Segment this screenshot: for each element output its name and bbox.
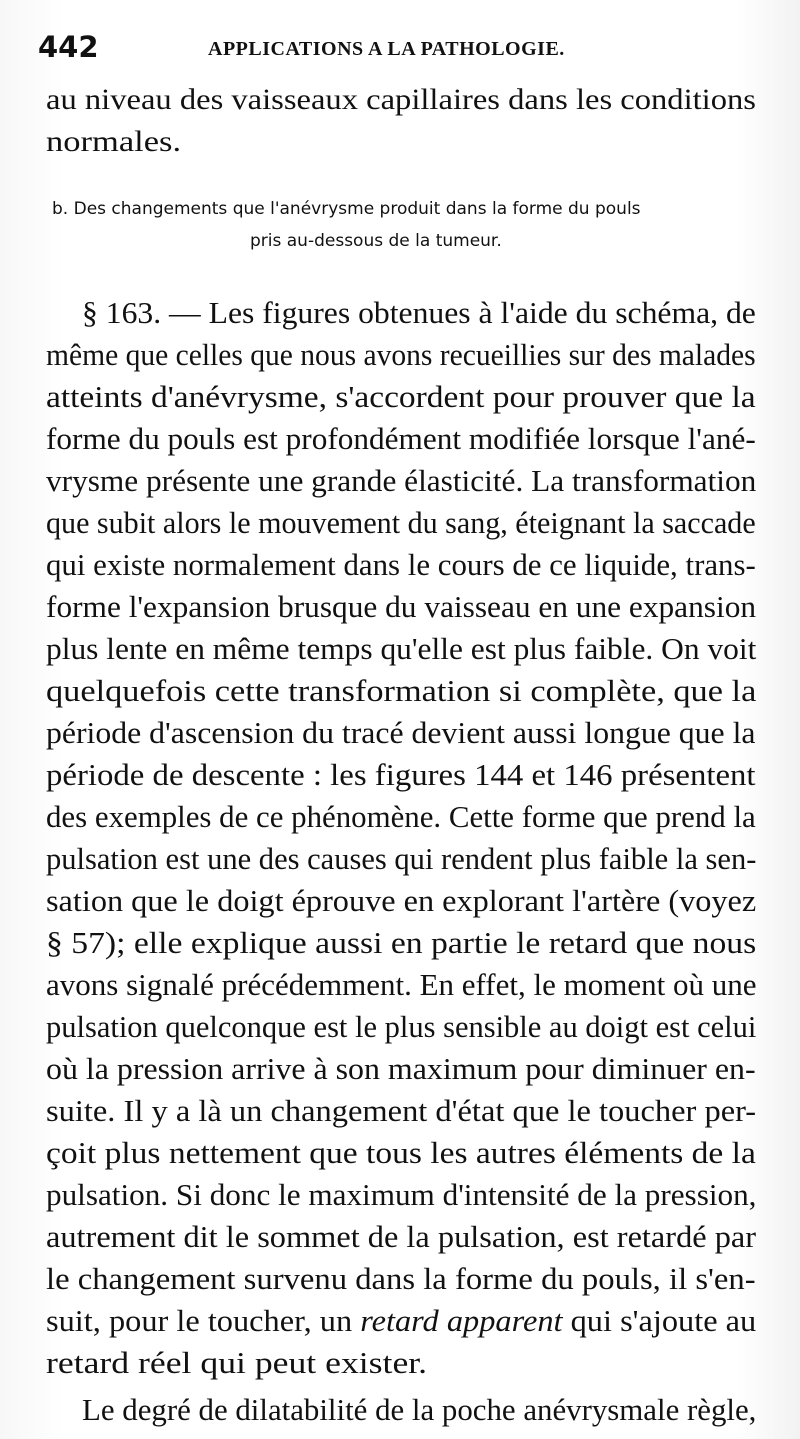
paragraph-line: où la pression arrive à son maximum pour diminuer en- [46,1051,756,1086]
paragraph-line: pulsation est une des causes qui rendent plus faible la sen- [46,841,757,876]
emphasized-text: retard apparent [360,1303,563,1338]
page-header [38,30,758,70]
paragraph-line: qui existe normalement dans le cours de ce liquide, trans- [46,547,756,582]
paragraph-line: avons signalé précédemment. En effet, le moment où une [46,967,757,1002]
text-run: qui s'ajoute au [562,1303,757,1338]
paragraph-line: période d'ascension du tracé devient aussi longue que la [46,715,756,750]
paragraph-line: pulsation. Si donc le maximum d'intensité de la pression, [46,1177,757,1212]
text-line: normales. [46,125,182,158]
paragraph-line: que subit alors le mouvement du sang, éteignant la saccade [46,505,756,540]
paragraph-line: forme du pouls est profondément modifiée lorsque l'ané- [46,421,756,456]
paragraph-line [46,1301,756,1341]
running-head: APPLICATIONS A LA PATHOLOGIE. [208,38,565,60]
paragraph-line: des exemples de ce phénomène. Cette forme que prend la [46,799,756,834]
paragraph-line: le changement survenu dans la forme du pouls, il s'en- [46,1261,756,1296]
paragraph-line: Le degré de dilatabilité de la poche anévrysmale règle, [82,1392,757,1427]
page-number: 442 [38,30,99,64]
paragraph-line: forme l'expansion brusque du vaisseau en une expansion [46,589,757,624]
section-subheading: pris au-dessous de la tumeur. [250,231,502,251]
paragraph-line: période de descente : les figures 144 et 146 présentent [46,757,756,792]
paragraph-line: atteints d'anévrysme, s'accordent pour prouver que la [46,379,756,414]
paragraph-line: pulsation quelconque est le plus sensible au doigt est celui [46,1009,757,1044]
paragraph-line: vrysme présente une grande élasticité. La transformation [46,463,757,498]
paragraph-line: retard réel qui peut exister. [46,1345,428,1380]
text-run: suit, pour le toucher, un [46,1303,361,1338]
paragraph-line: § 57); elle explique aussi en partie le retard que nous [46,925,757,960]
paragraph-line: suite. Il y a là un changement d'état que le toucher per- [46,1093,757,1128]
text-line: au niveau des vaisseaux capillaires dans les conditions [46,83,756,116]
paragraph-line: autrement dit le sommet de la pulsation, est retardé par [46,1219,757,1254]
paragraph-line: même que celles que nous avons recueillies sur des malades [46,337,756,372]
paragraph-line: quelquefois cette transformation si complète, que la [46,673,757,708]
paragraph-line: plus lente en même temps qu'elle est plus faible. On voit [46,631,757,666]
paragraph-line: § 163. — Les figures obtenues à l'aide du schéma, de [82,295,756,330]
paragraph-line: çoit plus nettement que tous les autres éléments de la [46,1135,756,1170]
paragraph-line: sation que le doigt éprouve en explorant l'artère (voyez [46,883,757,918]
section-subheading: b. Des changements que l'anévrysme produit dans la forme du pouls [52,199,641,219]
